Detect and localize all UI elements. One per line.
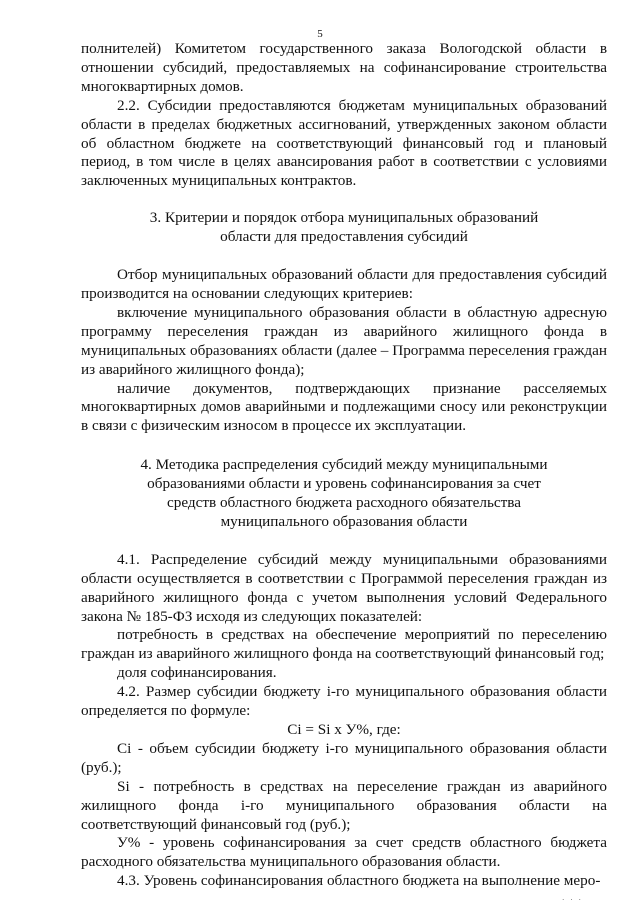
indicator-1: потребность в средствах на обеспечение мероприятий по переселению граждан из аварийного жилищного фонда на соответствующий финансовый год;: [81, 626, 607, 663]
formula: Ci = Si x У%, где:: [287, 721, 401, 738]
scan-artifact: ···: [562, 896, 587, 904]
criterion-1: включение муниципального образования области в областную адресную программу переселения граждан из аварийного жилищного фонда в муниципальных образованиях области (далее – Программа переселения граждан из аварийного жилищного фонда);: [81, 303, 607, 378]
section-4-heading-line-2: образованиями области и уровень софинансирования за счет: [147, 475, 541, 493]
section-3-heading-line-1: 3. Критерии и порядок отбора муниципальных образований: [149, 209, 539, 227]
criterion-2: наличие документов, подтверждающих признание расселяемых многоквартирных домов аварийными и подлежащими сносу или реконструкции в связи с физическим износом в процессе их эксплуатации.: [81, 379, 607, 435]
section-3-intro: Отбор муниципальных образований области для предоставления субсидий производится на основании следующих критериев:: [81, 266, 607, 302]
section-4-heading-line-4: муниципального образования области: [220, 512, 468, 530]
section-3-heading-line-2: области для предоставления субсидий: [220, 228, 468, 246]
definition-si: Si - потребность в средствах на переселение граждан из аварийного жилищного фонда i-го муниципального образования области на соответствующий финансовый год (руб.);: [81, 777, 607, 833]
document-body: [81, 40, 607, 891]
paragraph-4-1: 4.1. Распределение субсидий между муниципальными образованиями области осуществляется в соответствии с Программой переселения граждан из аварийного жилищного фонда с учетом выполнения условий Федерального закона № 185-ФЗ исходя из следующих показателей:: [81, 550, 607, 625]
page-number: 5: [317, 28, 323, 40]
paragraph-2-2: 2.2. Субсидии предоставляются бюджетам муниципальных образований области в пределах бюджетных ассигнований, утвержденных законом области об областном бюджете на соответствующий финансовый год и плановый период, в том числе в целях авансирования работ в соответствии с условиями заключенных муниципальных контрактов.: [81, 96, 607, 190]
section-4-heading-line-1: 4. Методика распределения субсидий между муниципальными: [140, 456, 548, 474]
paragraph-4-2: 4.2. Размер субсидии бюджету i-го муниципального образования области определяется по формуле:: [81, 683, 607, 720]
paragraph-4-3: 4.3. Уровень софинансирования областного бюджета на выполнение меро-: [117, 872, 601, 890]
indicator-2: доля софинансирования.: [117, 664, 277, 682]
definition-ci: Ci - объем субсидии бюджету i-го муниципального образования области (руб.);: [81, 739, 607, 776]
section-4-heading-line-3: средств областного бюджета расходного обязательства: [167, 494, 521, 512]
definition-y: У% - уровень софинансирования за счет средств областного бюджета расходного обязательства муниципального образования области.: [81, 834, 607, 871]
paragraph-continuation: полнителей) Комитетом государственного заказа Вологодской области в отношении субсидий, предоставляемых на софинансирование строительства многоквартирных домов.: [81, 40, 607, 95]
